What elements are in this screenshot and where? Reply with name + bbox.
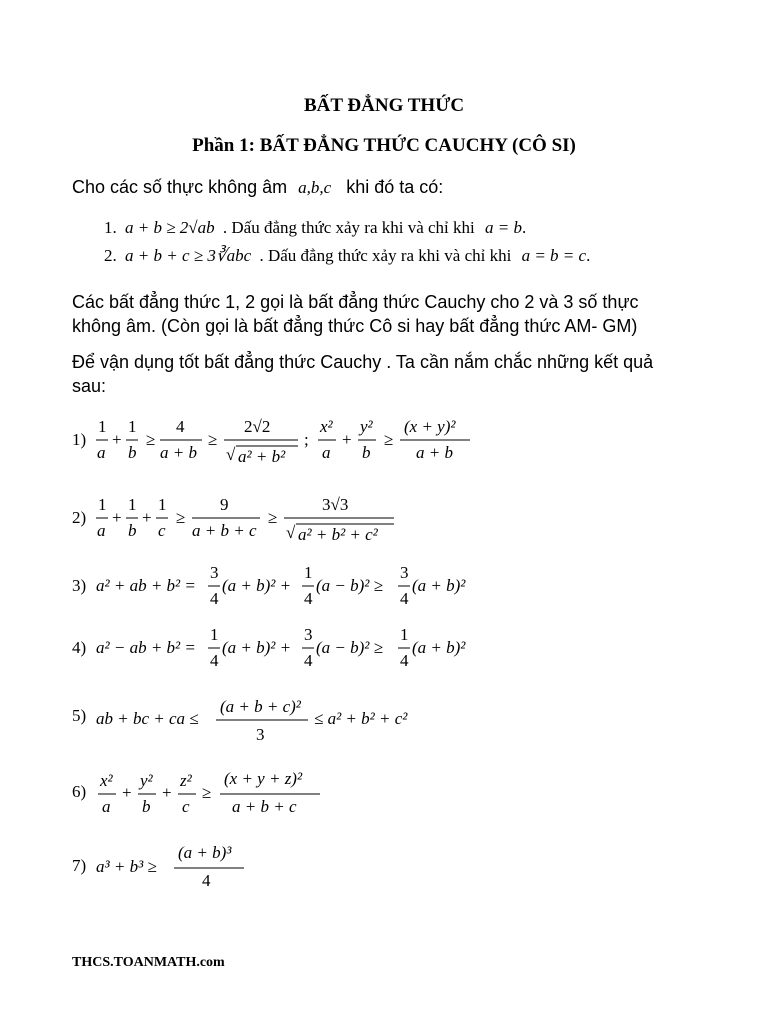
svg-text:3: 3: [210, 563, 219, 582]
svg-text:x²: x²: [100, 771, 113, 790]
svg-text:+: +: [112, 430, 122, 449]
result-4-formula: [94, 624, 554, 674]
svg-text:a³ + b³ ≥: a³ + b³ ≥: [96, 857, 157, 876]
svg-text:a + b: a + b: [160, 443, 197, 462]
paragraph-1-line-1: Các bất đẳng thức 1, 2 gọi là bất đẳng thức Cauchy cho 2 và 3 số thực: [72, 292, 639, 312]
item-1-text: . Dấu đẳng thức xảy ra khi và chỉ khi: [222, 218, 475, 237]
svg-text:ab + bc + ca ≤: ab + bc + ca ≤: [96, 709, 199, 728]
svg-text:≤ a² + b² + c²: ≤ a² + b² + c²: [314, 709, 408, 728]
intro-after: khi đó ta có:: [346, 177, 444, 197]
result-2-label: 2): [72, 508, 87, 527]
svg-text:;: ;: [304, 430, 309, 449]
svg-text:≥: ≥: [384, 430, 394, 449]
svg-text:4: 4: [210, 651, 219, 670]
paragraph-cauchy-names: [72, 290, 639, 338]
svg-text:≥: ≥: [202, 783, 212, 802]
svg-text:1: 1: [128, 417, 137, 436]
svg-text:(x + y)²: (x + y)²: [404, 417, 456, 436]
svg-text:(a + b + c)²: (a + b + c)²: [220, 697, 301, 716]
svg-text:a² + b² + c²: a² + b² + c²: [298, 525, 378, 544]
svg-text:+: +: [112, 508, 122, 527]
svg-text:y²: y²: [360, 417, 373, 436]
paragraph-2-line-1: Để vận dụng tốt bất đẳng thức Cauchy . Ta cần nắm chắc những kết quả: [72, 352, 654, 372]
svg-text:c: c: [182, 797, 190, 816]
intro-before: Cho các số thực không âm: [72, 177, 288, 197]
svg-text:1: 1: [98, 495, 107, 514]
item-1-formula: a + b ≥ 2√ab: [125, 218, 215, 237]
svg-text:(a − b)² ≥: (a − b)² ≥: [316, 576, 383, 595]
svg-text:y²: y²: [140, 771, 153, 790]
paragraph-results-intro: [72, 350, 653, 398]
svg-text:1: 1: [304, 563, 313, 582]
svg-text:+: +: [122, 783, 132, 802]
svg-text:b: b: [128, 443, 137, 462]
svg-text:a + b + c: a + b + c: [192, 521, 257, 540]
item-2-text: . Dấu đẳng thức xảy ra khi và chỉ khi: [259, 246, 512, 265]
svg-text:1: 1: [128, 495, 137, 514]
svg-text:z²: z²: [180, 771, 192, 790]
svg-text:+: +: [162, 783, 172, 802]
svg-text:3: 3: [256, 725, 265, 744]
svg-text:a: a: [97, 521, 106, 540]
svg-text:c: c: [158, 521, 166, 540]
result-7-label: 7): [72, 856, 87, 875]
svg-text:9: 9: [220, 495, 229, 514]
item-2-condition: a = b = c: [521, 246, 587, 265]
svg-text:(a + b)³: (a + b)³: [178, 843, 232, 862]
svg-text:a: a: [102, 797, 111, 816]
result-4-label: 4): [72, 638, 87, 657]
result-3-formula: [94, 562, 554, 612]
result-2-formula: [94, 488, 554, 548]
svg-text:4: 4: [400, 589, 409, 608]
result-5-formula: [94, 690, 554, 750]
svg-text:1: 1: [158, 495, 167, 514]
part-title: Phần 1: BẤT ĐẲNG THỨC CAUCHY (CÔ SI): [192, 135, 576, 156]
svg-text:+: +: [342, 430, 352, 449]
svg-text:3: 3: [400, 563, 409, 582]
svg-text:2√2: 2√2: [244, 417, 271, 436]
svg-text:a² + ab + b² =: a² + ab + b² =: [96, 576, 196, 595]
svg-text:(x + y + z)²: (x + y + z)²: [224, 769, 303, 788]
inequality-item-1: [104, 218, 526, 238]
item-1-number: 1.: [104, 218, 117, 237]
item-1-condition: a = b: [485, 218, 522, 237]
svg-text:≥: ≥: [176, 508, 186, 527]
item-1-end: .: [522, 218, 527, 237]
result-1-label: 1): [72, 430, 87, 449]
svg-text:4: 4: [400, 651, 409, 670]
result-3-label: 3): [72, 576, 87, 595]
svg-text:a: a: [97, 443, 106, 462]
item-2-formula: a + b + c ≥ 3∛abc: [125, 246, 252, 265]
svg-text:4: 4: [210, 589, 219, 608]
svg-text:(a + b)² +: (a + b)² +: [222, 638, 292, 657]
result-7-formula: [94, 840, 554, 900]
svg-text:1: 1: [210, 625, 219, 644]
svg-text:(a + b)²: (a + b)²: [412, 576, 466, 595]
svg-text:b: b: [128, 521, 137, 540]
paragraph-2-line-2: sau:: [72, 376, 107, 396]
svg-text:4: 4: [202, 871, 211, 890]
svg-text:4: 4: [304, 651, 313, 670]
svg-text:a² + b²: a² + b²: [238, 447, 286, 466]
inequality-item-2: [104, 246, 590, 266]
paragraph-1-line-2: không âm. (Còn gọi là bất đẳng thức Cô si hay bất đẳng thức AM- GM): [72, 316, 638, 336]
result-6-formula: [94, 766, 554, 826]
svg-text:≥: ≥: [208, 430, 218, 449]
svg-text:1: 1: [98, 417, 107, 436]
result-1-formula: [94, 410, 554, 470]
svg-text:a² − ab + b² =: a² − ab + b² =: [96, 638, 196, 657]
svg-text:√: √: [286, 523, 296, 542]
result-5-label: 5): [72, 706, 87, 725]
svg-text:3: 3: [304, 625, 313, 644]
svg-text:b: b: [362, 443, 371, 462]
svg-text:√: √: [226, 445, 236, 464]
svg-text:(a + b)² +: (a + b)² +: [222, 576, 292, 595]
svg-text:+: +: [142, 508, 152, 527]
svg-text:4: 4: [304, 589, 313, 608]
svg-text:≥: ≥: [268, 508, 278, 527]
intro-vars: a,b,c: [298, 178, 332, 197]
item-2-number: 2.: [104, 246, 117, 265]
svg-text:(a + b)²: (a + b)²: [412, 638, 466, 657]
svg-text:≥: ≥: [146, 430, 156, 449]
svg-text:1: 1: [400, 625, 409, 644]
svg-text:a + b + c: a + b + c: [232, 797, 297, 816]
item-2-end: .: [586, 246, 591, 265]
document-title: BẤT ĐẲNG THỨC: [303, 95, 465, 116]
svg-text:(a − b)² ≥: (a − b)² ≥: [316, 638, 383, 657]
svg-text:b: b: [142, 797, 151, 816]
result-6-label: 6): [72, 782, 87, 801]
svg-text:x²: x²: [320, 417, 333, 436]
svg-text:a + b: a + b: [416, 443, 453, 462]
svg-text:a: a: [322, 443, 331, 462]
footer-source: THCS.TOANMATH.com: [72, 955, 225, 970]
svg-text:4: 4: [176, 417, 185, 436]
svg-text:3√3: 3√3: [322, 495, 349, 514]
intro-line: [72, 175, 443, 200]
